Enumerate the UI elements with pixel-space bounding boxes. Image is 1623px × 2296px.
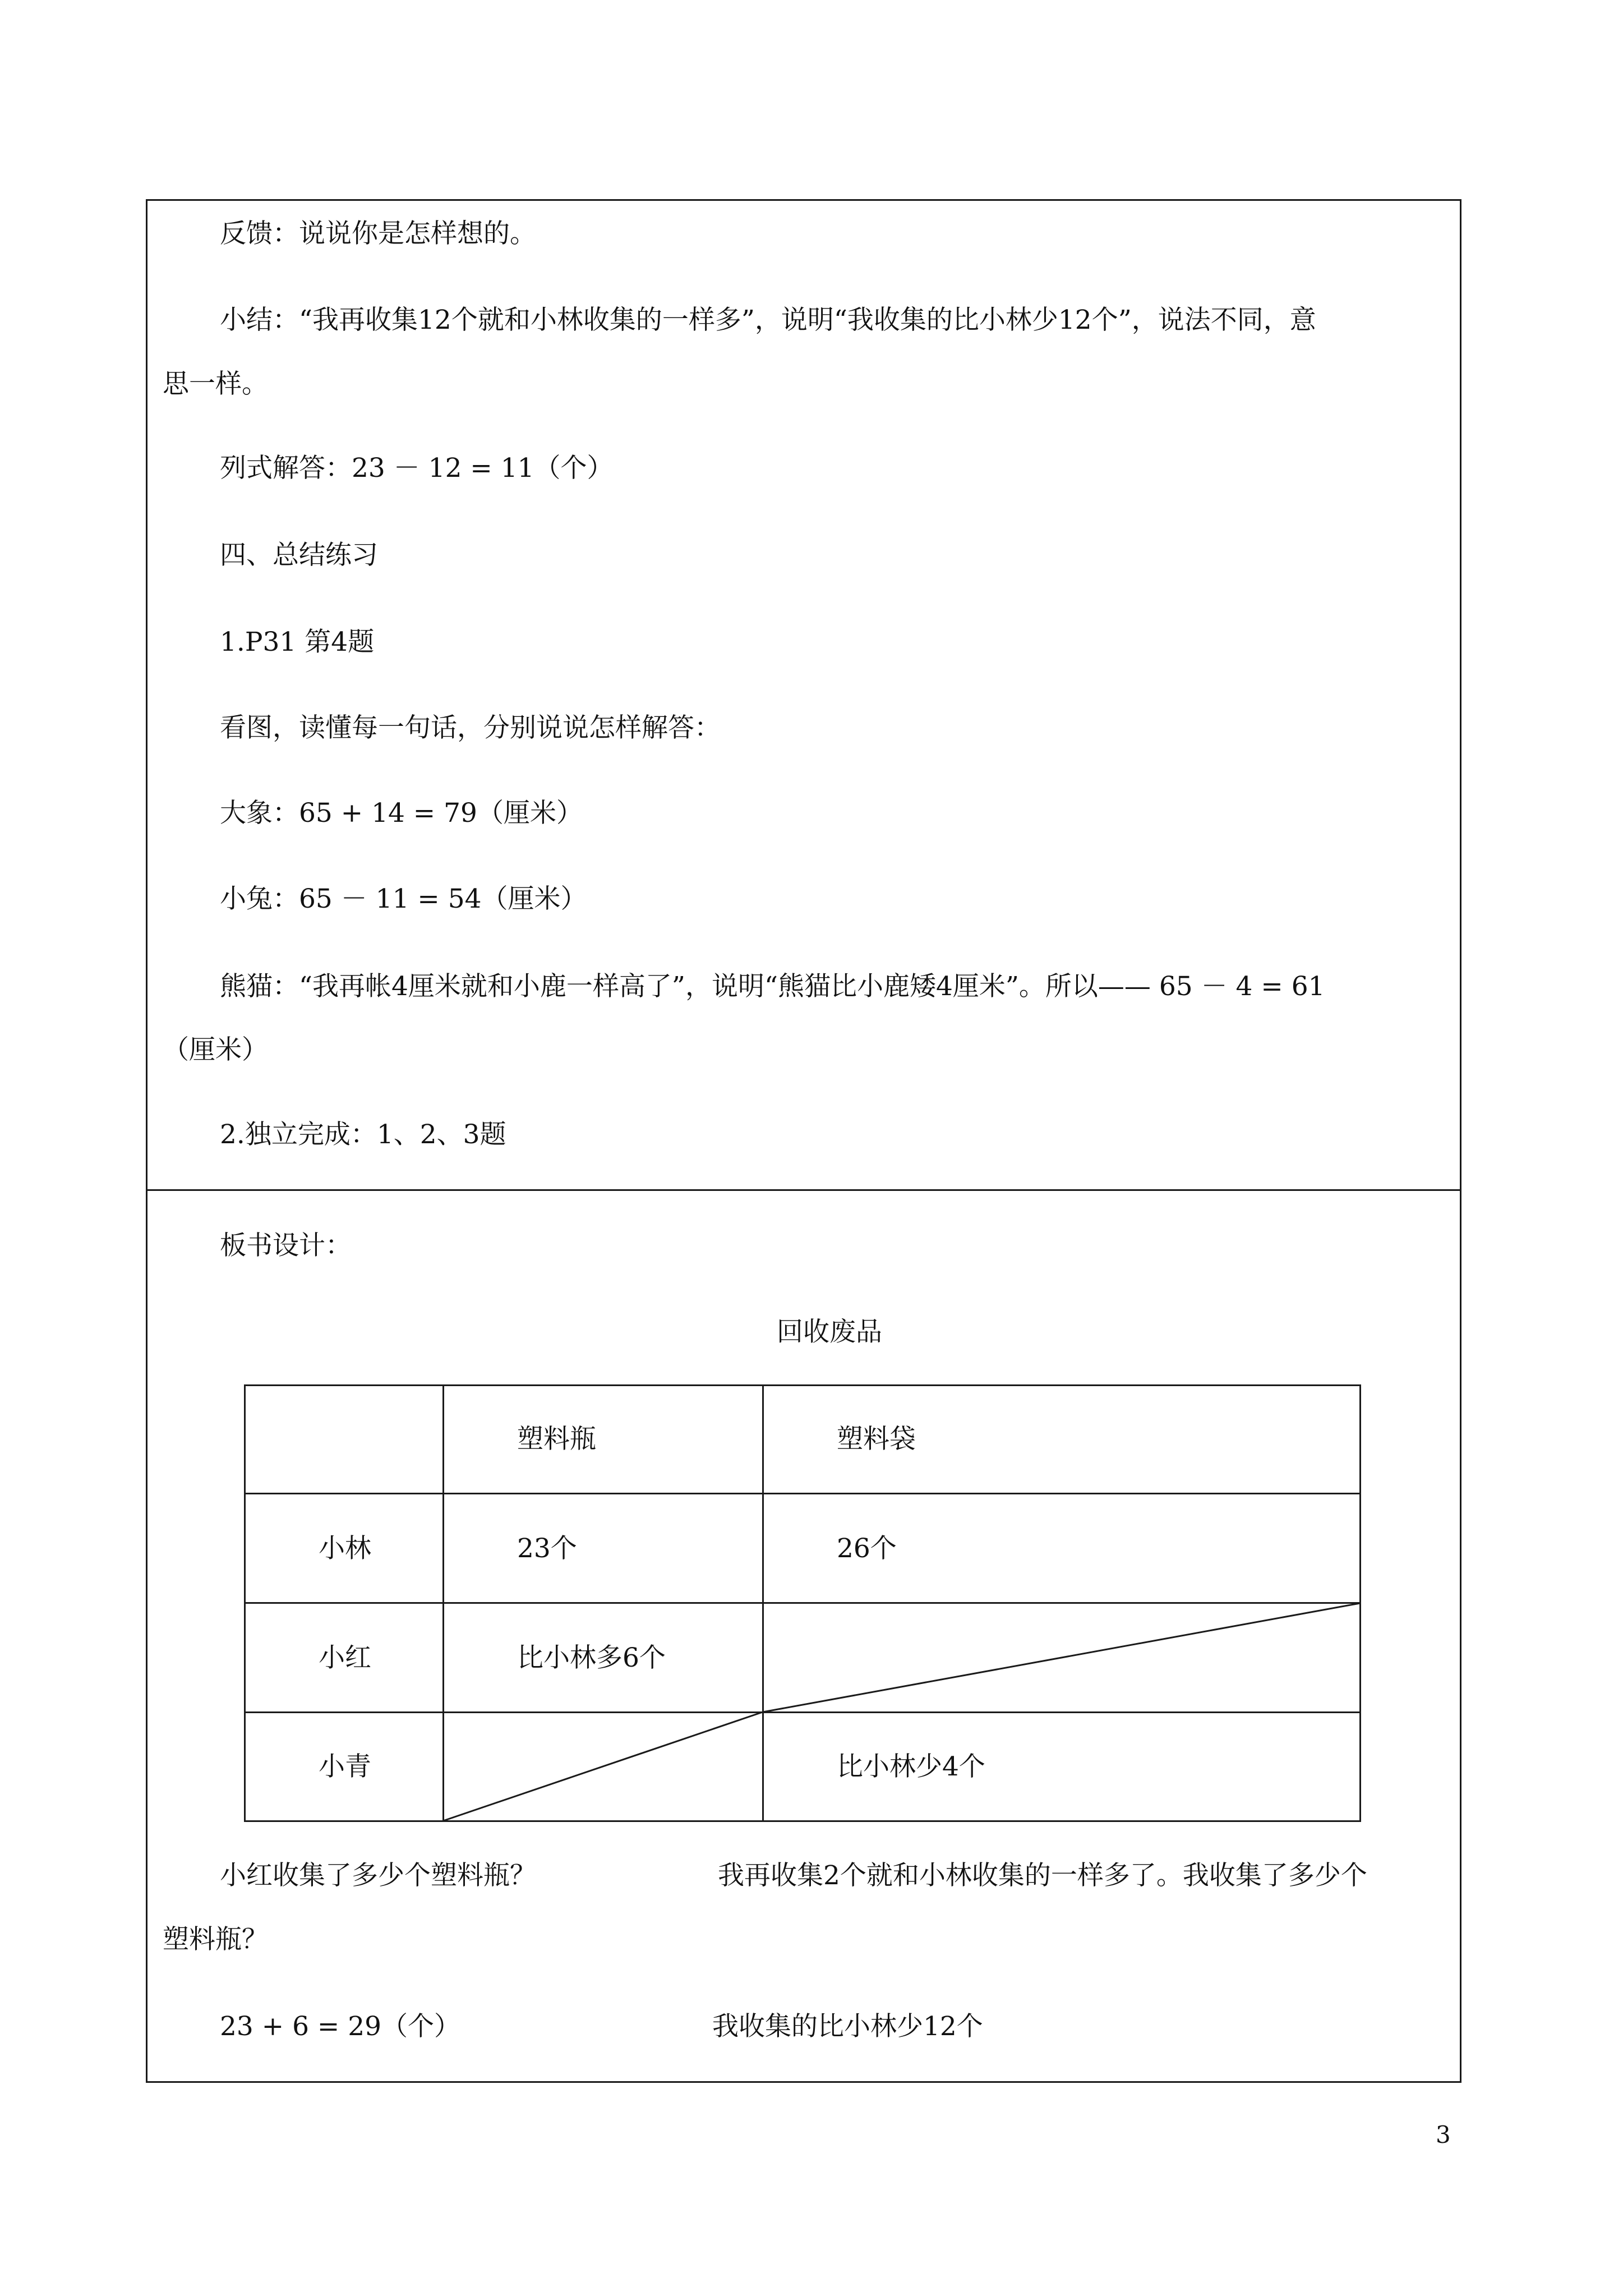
text-line: 熊猫：“我再帐4厘米就和小鹿一样高了”，说明“熊猫比小鹿矮4厘米”。所以—— 65 － 4 = 61 <box>220 971 1325 1002</box>
cell-bag: 比小林少4个 <box>837 1751 985 1782</box>
header-bottle: 塑料瓶 <box>517 1424 596 1455</box>
text-line: 反馈：说说你是怎样想的。 <box>220 218 536 249</box>
page-number: 3 <box>1436 2121 1451 2148</box>
answer-1: 23 + 6 = 29（个） <box>220 2011 461 2042</box>
text-line: 看图，读懂每一句话，分别说说怎样解答： <box>220 712 721 743</box>
text-line: 小结：“我再收集12个就和小林收集的一样多”，说明“我收集的比小林少12个”，说法不同，意 <box>220 305 1316 335</box>
cell-bottle: 23个 <box>517 1533 577 1564</box>
section-heading: 四、总结练习 <box>220 540 378 570</box>
question-2-cont: 塑料瓶？ <box>163 1924 268 1955</box>
header-bag: 塑料袋 <box>837 1424 916 1455</box>
row-name: 小林 <box>319 1533 371 1564</box>
text-line: 列式解答：23 － 12 = 11（个） <box>220 453 614 484</box>
answer-2: 我收集的比小林少12个 <box>712 2011 983 2042</box>
text-line: 1.P31 第4题 <box>220 627 375 657</box>
text-line: 小兔：65 － 11 = 54（厘米） <box>220 884 587 914</box>
row-name: 小红 <box>319 1642 371 1673</box>
board-design-label: 板书设计： <box>220 1230 352 1261</box>
text-line: （厘米） <box>163 1034 268 1065</box>
cell-bag: 26个 <box>837 1533 897 1564</box>
text-line: 思一样。 <box>163 369 268 399</box>
diagonal-line <box>763 1603 1360 1712</box>
diagonal-line <box>443 1712 763 1821</box>
row-name: 小青 <box>319 1751 371 1782</box>
text-line: 2.独立完成：1、2、3题 <box>220 1119 506 1150</box>
table-title: 回收废品 <box>777 1317 882 1347</box>
question-2: 我再收集2个就和小林收集的一样多了。我收集了多少个 <box>718 1860 1367 1891</box>
text-line: 大象：65 + 14 = 79（厘米） <box>220 798 583 829</box>
question-1: 小红收集了多少个塑料瓶？ <box>220 1860 536 1891</box>
cell-bottle: 比小林多6个 <box>517 1642 666 1673</box>
